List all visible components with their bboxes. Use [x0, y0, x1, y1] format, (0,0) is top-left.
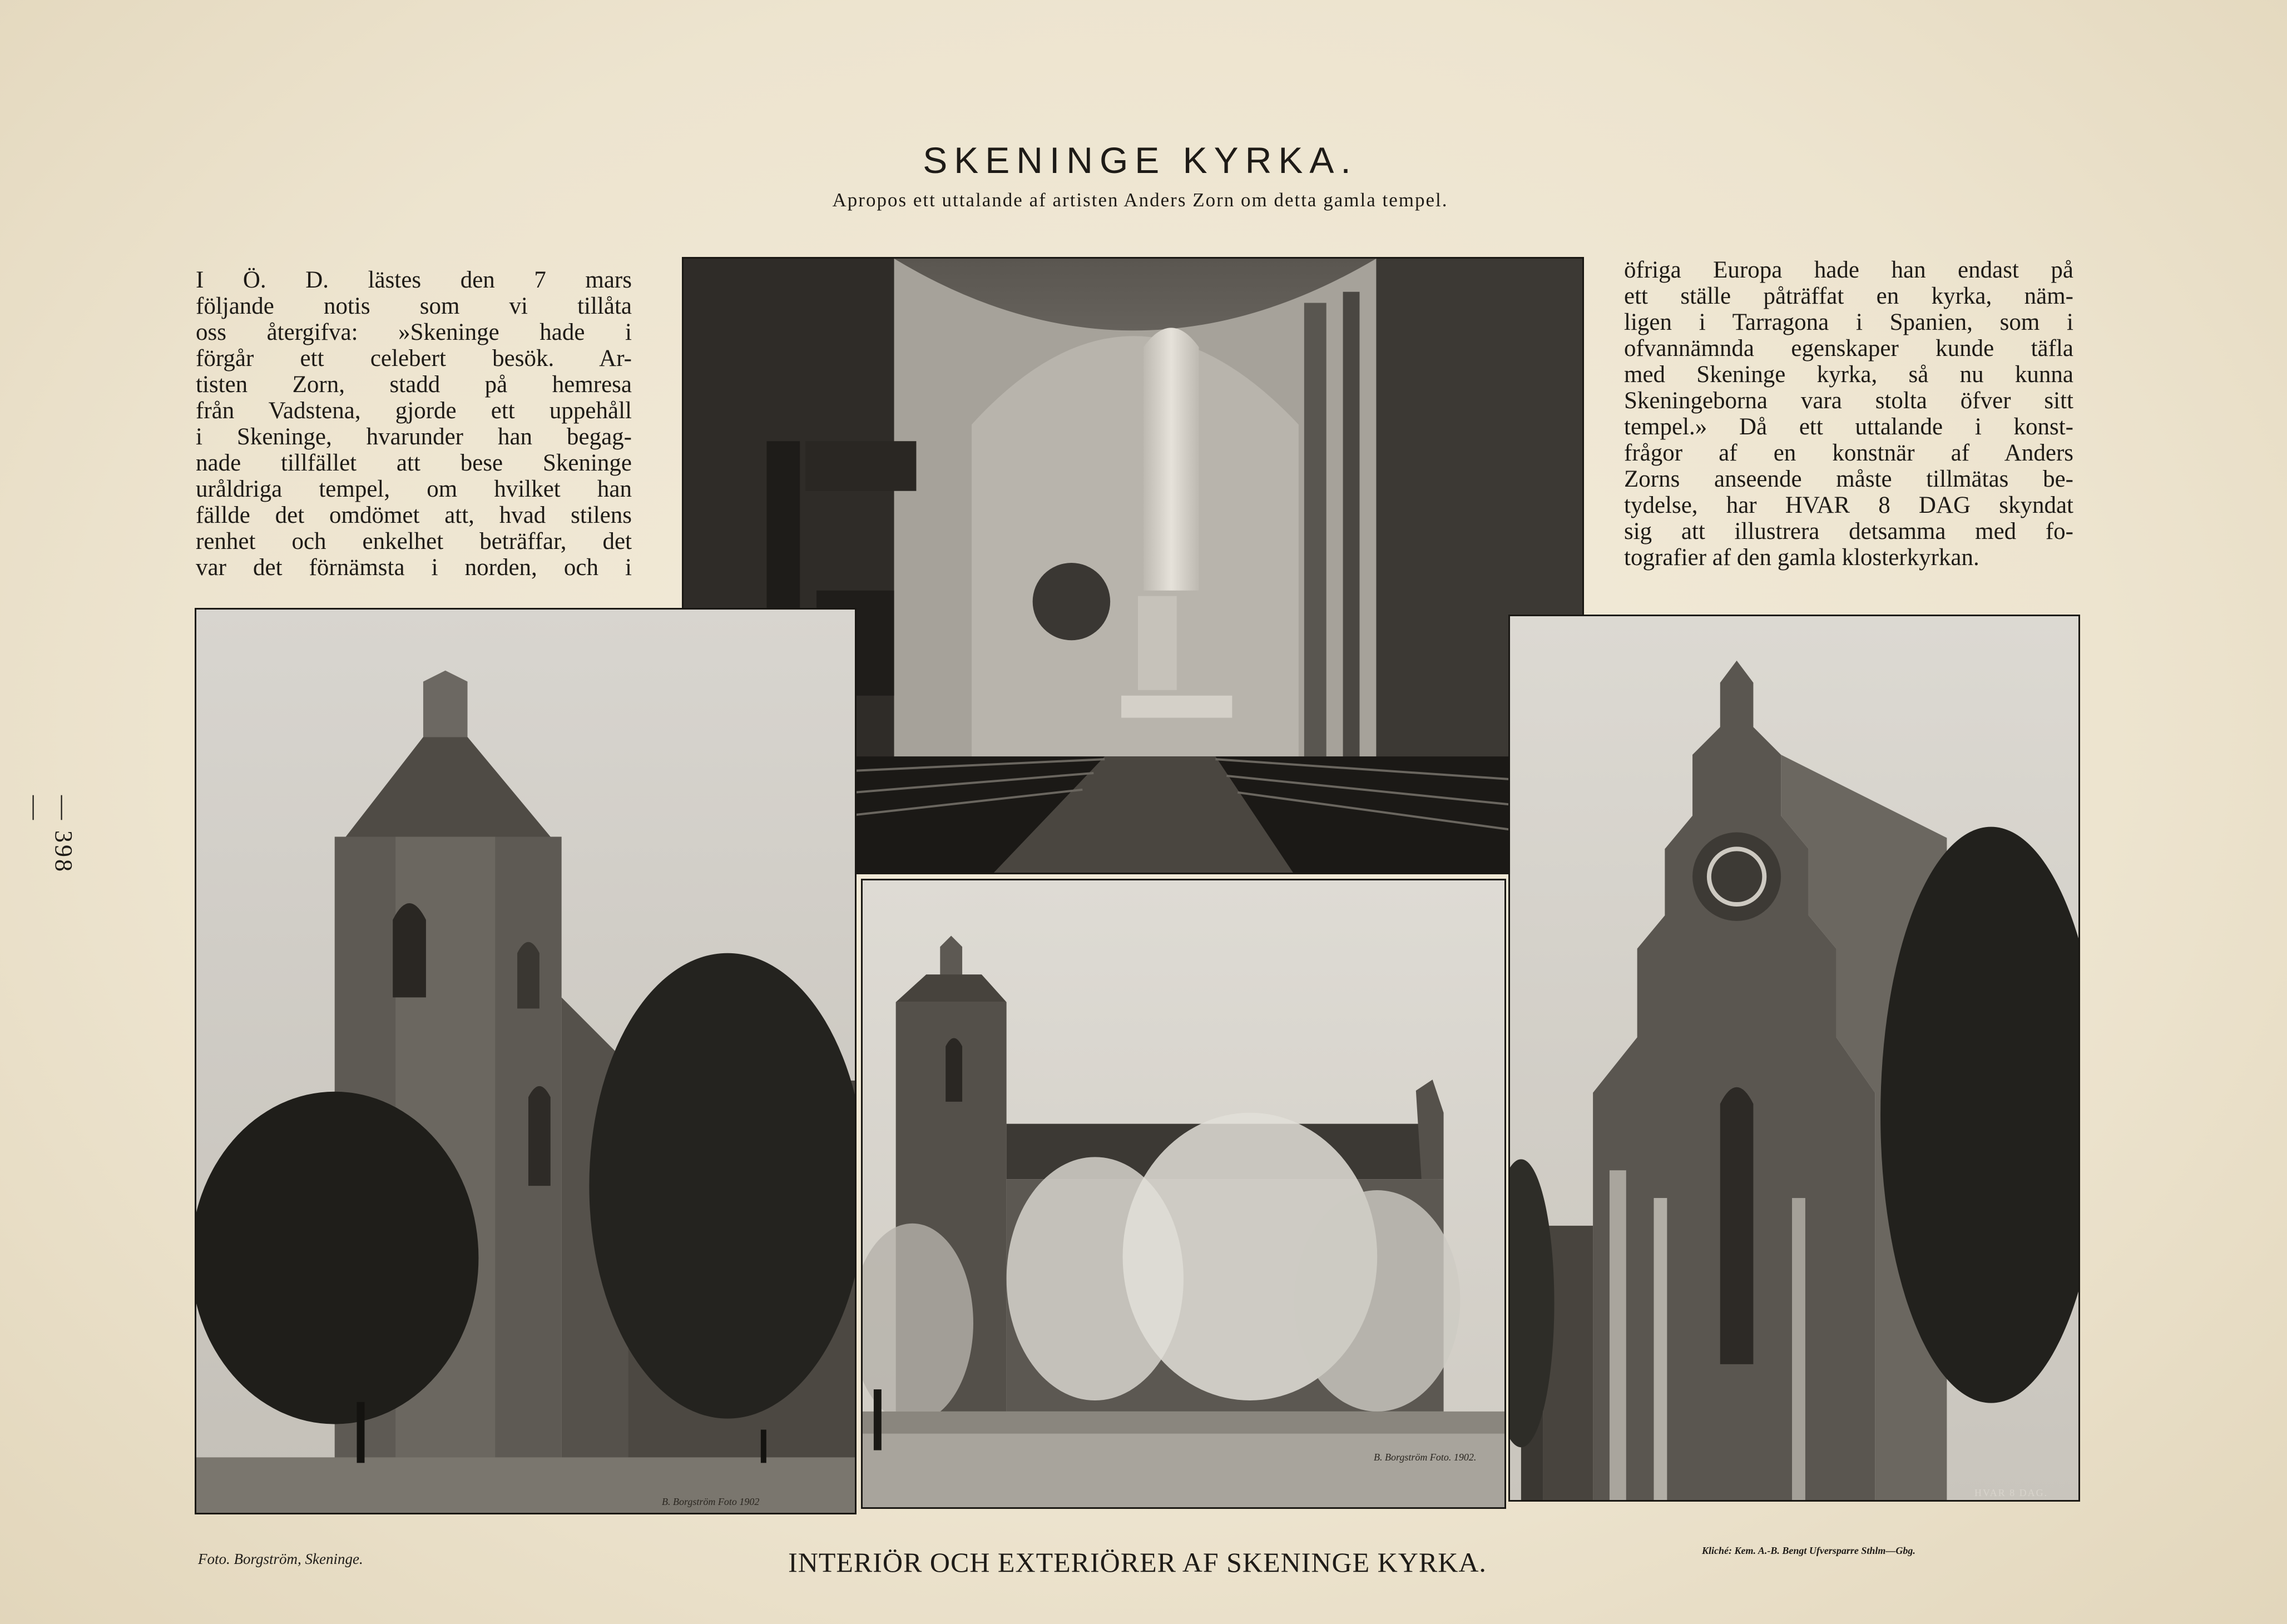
page-number: — 398 —: [22, 795, 77, 874]
figure-caption: INTERIÖR OCH EXTERIÖRER AF SKENINGE KYRKA.: [788, 1547, 1487, 1578]
text-line: var det förnämsta i norden, och i: [196, 554, 632, 581]
text-line: sig att illustrera detsamma med fo-: [1624, 518, 2073, 544]
text-line: ofvannämnda egenskaper kunde täfla: [1624, 335, 2073, 362]
text-line: renhet och enkelhet beträffar, det: [196, 528, 632, 554]
article-column-left: [196, 267, 632, 581]
page-subtitle: Apropos ett uttalande af artisten Anders Zorn om detta gamla tempel.: [832, 189, 1448, 211]
text-line: öfriga Europa hade han endast på: [1624, 257, 2073, 283]
text-line: tografier af den gamla klosterkyrkan.: [1624, 544, 1979, 571]
article-column-right: [1624, 257, 2073, 571]
text-line: följande notis som vi tillåta: [196, 293, 632, 319]
text-line: med Skeninge kyrka, så nu kunna: [1624, 362, 2073, 388]
cliche-credit: Kliché: Kem. A.-B. Bengt Ufversparre Sthlm—Gbg.: [1702, 1545, 1915, 1556]
text-line: i Skeninge, hvarunder han begag-: [196, 424, 632, 450]
text-line: I Ö. D. lästes den 7 mars: [196, 267, 632, 293]
text-line: ligen i Tarragona i Spanien, som i: [1624, 309, 2073, 335]
photographer-signature: B. Borgström Foto 1902: [662, 1496, 760, 1507]
text-line: nade tillfället att bese Skeninge: [196, 450, 632, 476]
text-line: fällde det omdömet att, hvad stilens: [196, 502, 632, 528]
photographer-signature: B. Borgström Foto. 1902.: [1374, 1452, 1477, 1463]
text-line: förgår ett celebert besök. Ar-: [196, 345, 632, 372]
publisher-mark: HVAR 8 DAG.: [1974, 1487, 2048, 1498]
text-line: Zorns anseende måste tillmätas be-: [1624, 466, 2073, 492]
church-tower-exterior-photo: [195, 608, 857, 1514]
text-line: tisten Zorn, stadd på hemresa: [196, 372, 632, 398]
page-title: SKENINGE KYRKA.: [923, 140, 1358, 181]
photo-credit: Foto. Borgström, Skeninge.: [198, 1551, 363, 1567]
text-line: tydelse, har HVAR 8 DAG skyndat: [1624, 492, 2073, 518]
text-line: Skeningeborna vara stolta öfver sitt: [1624, 388, 2073, 414]
church-gable-exterior-photo: [1508, 615, 2080, 1502]
text-line: tempel.» Då ett uttalande i konst-: [1624, 414, 2073, 440]
text-line: uråldriga tempel, om hvilket han: [196, 476, 632, 502]
text-line: oss återgifva: »Skeninge hade i: [196, 319, 632, 345]
text-line: från Vadstena, gjorde ett uppehåll: [196, 398, 632, 424]
church-winter-exterior-photo: [861, 879, 1506, 1509]
text-line: frågor af en konstnär af Anders: [1624, 440, 2073, 466]
text-line: ett ställe påträffat en kyrka, näm-: [1624, 283, 2073, 309]
